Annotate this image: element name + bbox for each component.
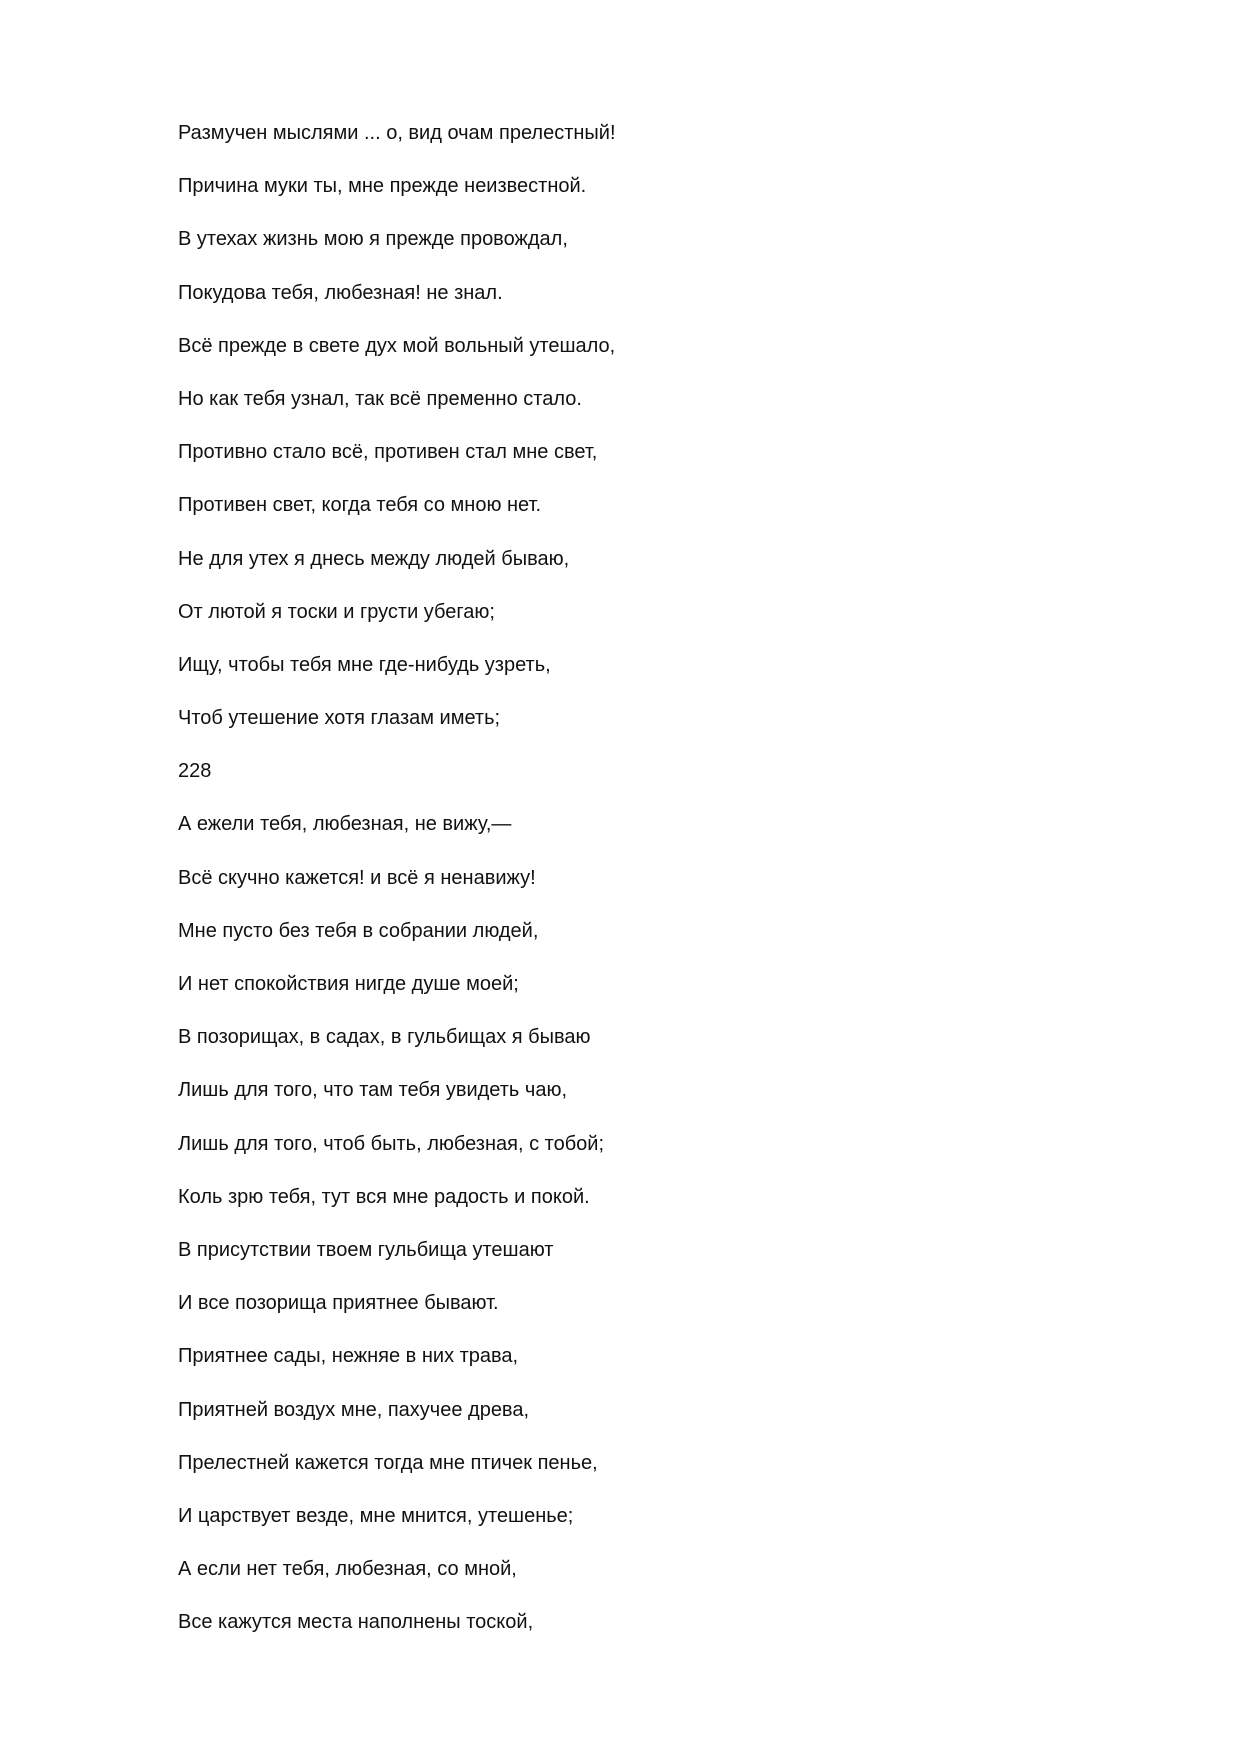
poem-line: Всё скучно кажется! и всё я ненавижу!: [178, 866, 536, 889]
poem-line: Но как тебя узнал, так всё пременно стало.: [178, 387, 582, 410]
poem-line: И нет спокойствия нигде душе моей;: [178, 973, 519, 995]
poem-line: А ежели тебя, любезная, не вижу,—: [178, 813, 512, 836]
poem-line: Лишь для того, что там тебя увидеть чаю,: [178, 1079, 567, 1102]
page-number: 228: [178, 760, 212, 783]
poem-line: Мне пусто без тебя в собрании людей,: [178, 919, 539, 942]
poem-line: Противно стало всё, противен стал мне свет,: [178, 441, 598, 464]
poem-line: Чтоб утешение хотя глазам иметь;: [178, 707, 501, 730]
poem-line: От лютой я тоски и грусти убегаю;: [178, 600, 495, 623]
poem-line: В утехах жизнь мою я прежде провождал,: [178, 228, 568, 251]
poem-line: И царствует везде, мне мнится, утешенье;: [178, 1504, 574, 1527]
poem-line: Ищу, чтобы тебя мне где-нибудь узреть,: [178, 653, 551, 676]
poem-line: Прелестней кажется тогда мне птичек пенье,: [178, 1451, 598, 1474]
poem-line: В присутствии твоем гульбища утешают: [178, 1238, 554, 1261]
poem-text: [178, 116, 1178, 1658]
poem-line: Приятнее сады, нежняе в них трава,: [178, 1345, 519, 1368]
poem-line: Покудова тебя, любезная! не знал.: [178, 281, 503, 304]
poem-line: Размучен мыслями ... о, вид очам прелестный!: [178, 122, 616, 144]
poem-line: Противен свет, когда тебя со мною нет.: [178, 494, 542, 517]
poem-line: Причина муки ты, мне прежде неизвестной.: [178, 175, 587, 198]
poem-line: В позорищах, в садах, в гульбищах я бываю: [178, 1026, 591, 1049]
poem-line: И все позорища приятнее бывают.: [178, 1292, 499, 1315]
poem-line: Всё прежде в свете дух мой вольный утешало,: [178, 334, 616, 357]
poem-line: Все кажутся места наполнены тоской,: [178, 1611, 534, 1634]
poem-line: Коль зрю тебя, тут вся мне радость и покой.: [178, 1185, 590, 1208]
poem-line: А если нет тебя, любезная, со мной,: [178, 1558, 517, 1581]
poem-line: Лишь для того, чтоб быть, любезная, с тобой;: [178, 1132, 604, 1155]
poem-line: Не для утех я днесь между людей бываю,: [178, 547, 570, 570]
poem-line: Приятней воздух мне, пахучее древа,: [178, 1398, 530, 1421]
